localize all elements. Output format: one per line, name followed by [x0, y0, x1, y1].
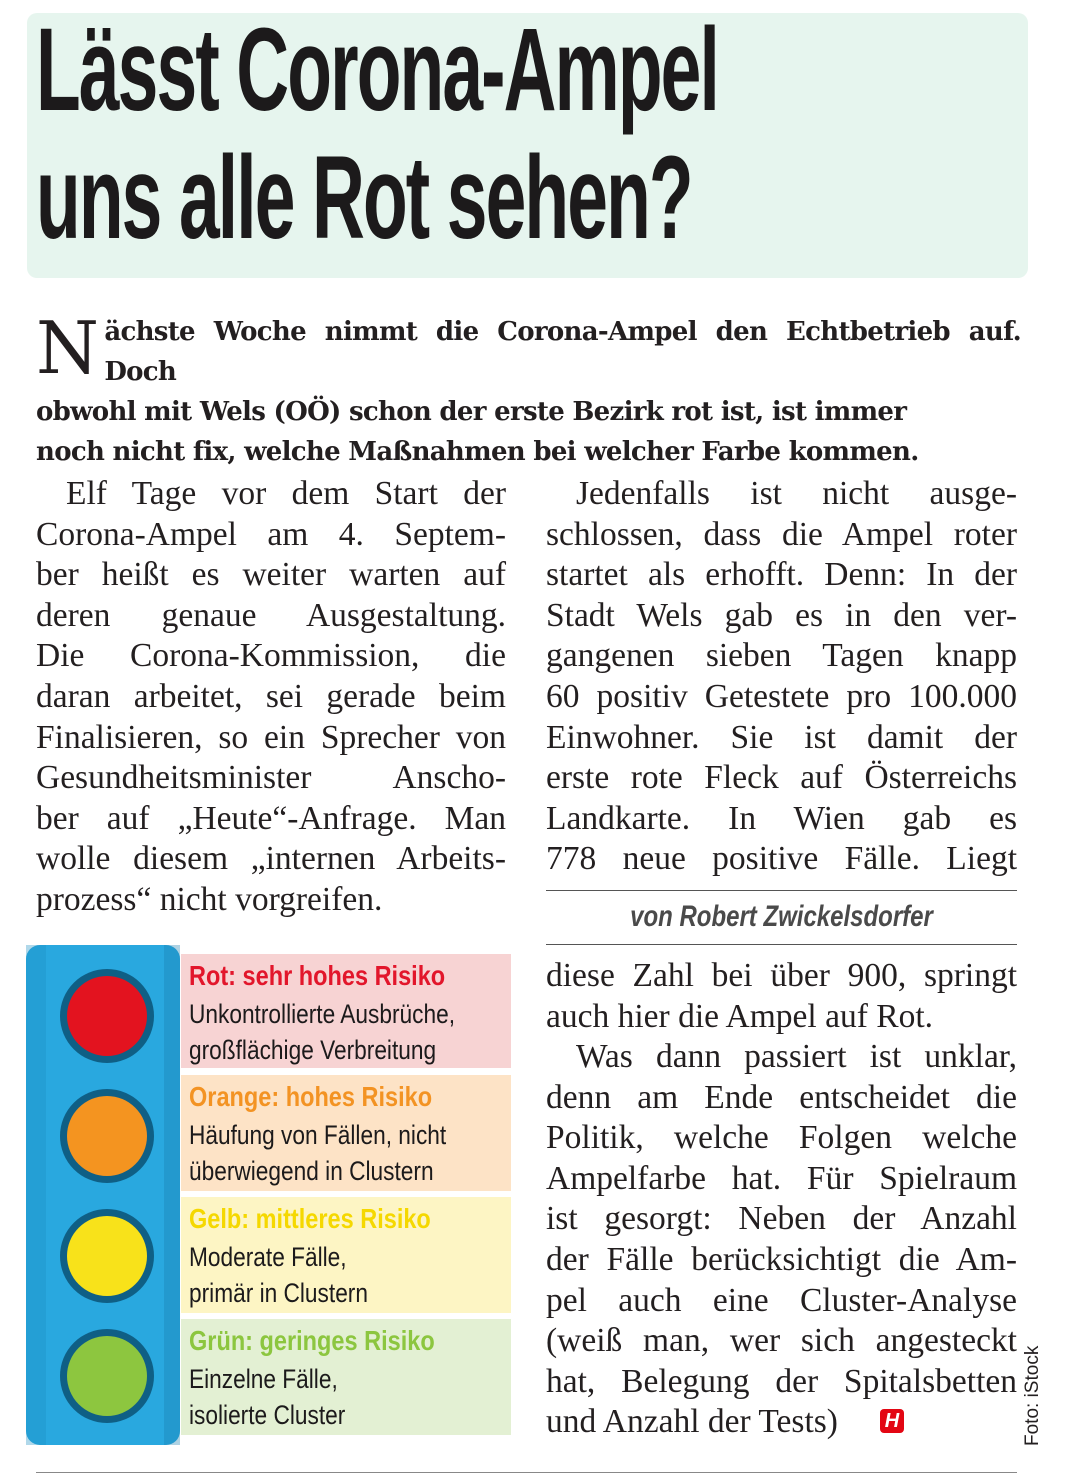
body-line: Einwohner. Sie ist damit der — [546, 718, 1017, 756]
lead-line: noch nicht fix, welche Maßnahmen bei welcher Farbe kommen. — [36, 437, 919, 467]
legend-description — [189, 1361, 345, 1433]
byline: von Robert Zwickelsdorfer — [630, 900, 933, 933]
legend-line: Einzelne Fälle, — [189, 1364, 338, 1394]
body-line: und Anzahl der Tests) — [546, 1403, 838, 1441]
body-line: Ampelfarbe hat. Für Spielraum — [546, 1159, 1017, 1197]
legend-description — [189, 996, 455, 1068]
legend-line: Unkontrollierte Ausbrüche, — [189, 999, 456, 1029]
body-line: Gesundheitsminister Anscho- — [36, 759, 506, 797]
body-line: schlossen, dass die Ampel roter — [546, 515, 1017, 553]
body-line: Die Corona-Kommission, die — [36, 637, 506, 675]
body-line: ber heißt es weiter warten auf — [36, 556, 506, 594]
headline-line: Lässt Corona-Ampel — [36, 4, 718, 136]
bottom-rule — [36, 1472, 1017, 1473]
article-column-2-mid — [546, 956, 1017, 1037]
body-line: Corona-Ampel am 4. Septem- — [36, 515, 506, 553]
body-line: hat, Belegung der Spitalsbetten — [546, 1362, 1017, 1400]
body-line: erste rote Fleck auf Österreichs — [546, 759, 1017, 797]
legend-title: Orange: hohes Risiko — [189, 1081, 433, 1112]
legend-line: isolierte Cluster — [189, 1400, 346, 1430]
legend-line: überwiegend in Clustern — [189, 1156, 434, 1186]
dropcap: N — [36, 306, 99, 390]
legend-description — [189, 1117, 446, 1189]
light-lens — [67, 1096, 147, 1176]
body-line: daran arbeitet, sei gerade beim — [36, 677, 506, 715]
article-column-2-bottom — [546, 1037, 1017, 1443]
legend-line: Häufung von Fällen, nicht — [189, 1120, 447, 1150]
body-line: Landkarte. In Wien gab es — [546, 799, 1017, 837]
article-column-2-top — [546, 474, 1017, 880]
body-line: Elf Tage vor dem Start der — [66, 475, 506, 512]
legend-title: Grün: geringes Risiko — [189, 1325, 435, 1356]
body-line: 778 neue positive Fälle. Liegt — [546, 840, 1017, 878]
body-line: prozess“ nicht vorgreifen. — [36, 880, 383, 918]
light-lens — [67, 1216, 147, 1296]
photo-credit: Foto: iStock — [1022, 1345, 1043, 1446]
legend-gruen — [181, 1319, 511, 1435]
body-line: Finalisieren, so ein Sprecher von — [36, 718, 506, 756]
body-line: auch hier die Ampel auf Rot. — [546, 997, 934, 1035]
byline-rule-bottom — [546, 944, 1017, 945]
body-line: pel auch eine Cluster-Analyse — [546, 1281, 1017, 1319]
legend-title: Rot: sehr hohes Risiko — [189, 960, 446, 991]
heute-h-logo-icon: H — [880, 1409, 904, 1433]
lead-line: ächste Woche nimmt die Corona-Ampel den Echtbetrieb auf. Doch — [104, 317, 1021, 387]
lead-paragraph — [36, 306, 1021, 472]
body-line: ist gesorgt: Neben der Anzahl — [546, 1200, 1017, 1238]
legend-line: Moderate Fälle, — [189, 1242, 347, 1272]
legend-title: Gelb: mittleres Risiko — [189, 1203, 431, 1234]
headline-line: uns alle Rot sehen? — [36, 132, 692, 264]
body-line: (weiß man, wer sich angesteckt — [546, 1322, 1017, 1360]
legend-description — [189, 1239, 368, 1311]
body-line: Was dann passiert ist unklar, — [576, 1038, 1017, 1075]
article-column-1 — [36, 474, 506, 921]
legend-line: großflächige Verbreitung — [189, 1035, 437, 1065]
body-line: diese Zahl bei über 900, springt — [546, 957, 1017, 994]
light-lens — [67, 976, 147, 1056]
body-line: startet als erhofft. Denn: In der — [546, 556, 1017, 594]
byline-rule-top — [546, 890, 1017, 891]
lead-line: obwohl mit Wels (OÖ) schon der erste Bezirk rot ist, ist immer — [36, 397, 907, 427]
body-line: Politik, welche Folgen welche — [546, 1119, 1017, 1157]
body-line: der Fälle berücksichtigt die Am- — [546, 1240, 1017, 1278]
legend-rot — [181, 954, 511, 1068]
body-line: Stadt Wels gab es in den ver- — [546, 596, 1017, 634]
body-line: denn am Ende entscheidet die — [546, 1078, 1017, 1116]
legend-gelb — [181, 1197, 511, 1313]
legend-line: primär in Clustern — [189, 1278, 368, 1308]
light-lens — [67, 1336, 147, 1416]
body-line: ber auf „Heute“-Anfrage. Man — [36, 799, 506, 837]
body-line: wolle diesem „internen Arbeits- — [36, 840, 506, 878]
headline — [36, 4, 718, 264]
body-line: deren genaue Ausgestaltung. — [36, 596, 506, 634]
traffic-light-illustration — [14, 937, 184, 1452]
body-line: Jedenfalls ist nicht ausge- — [576, 475, 1017, 512]
body-line: 60 positiv Getestete pro 100.000 — [546, 677, 1017, 715]
legend-orange — [181, 1075, 511, 1191]
body-line: gangenen sieben Tagen knapp — [546, 637, 1017, 675]
